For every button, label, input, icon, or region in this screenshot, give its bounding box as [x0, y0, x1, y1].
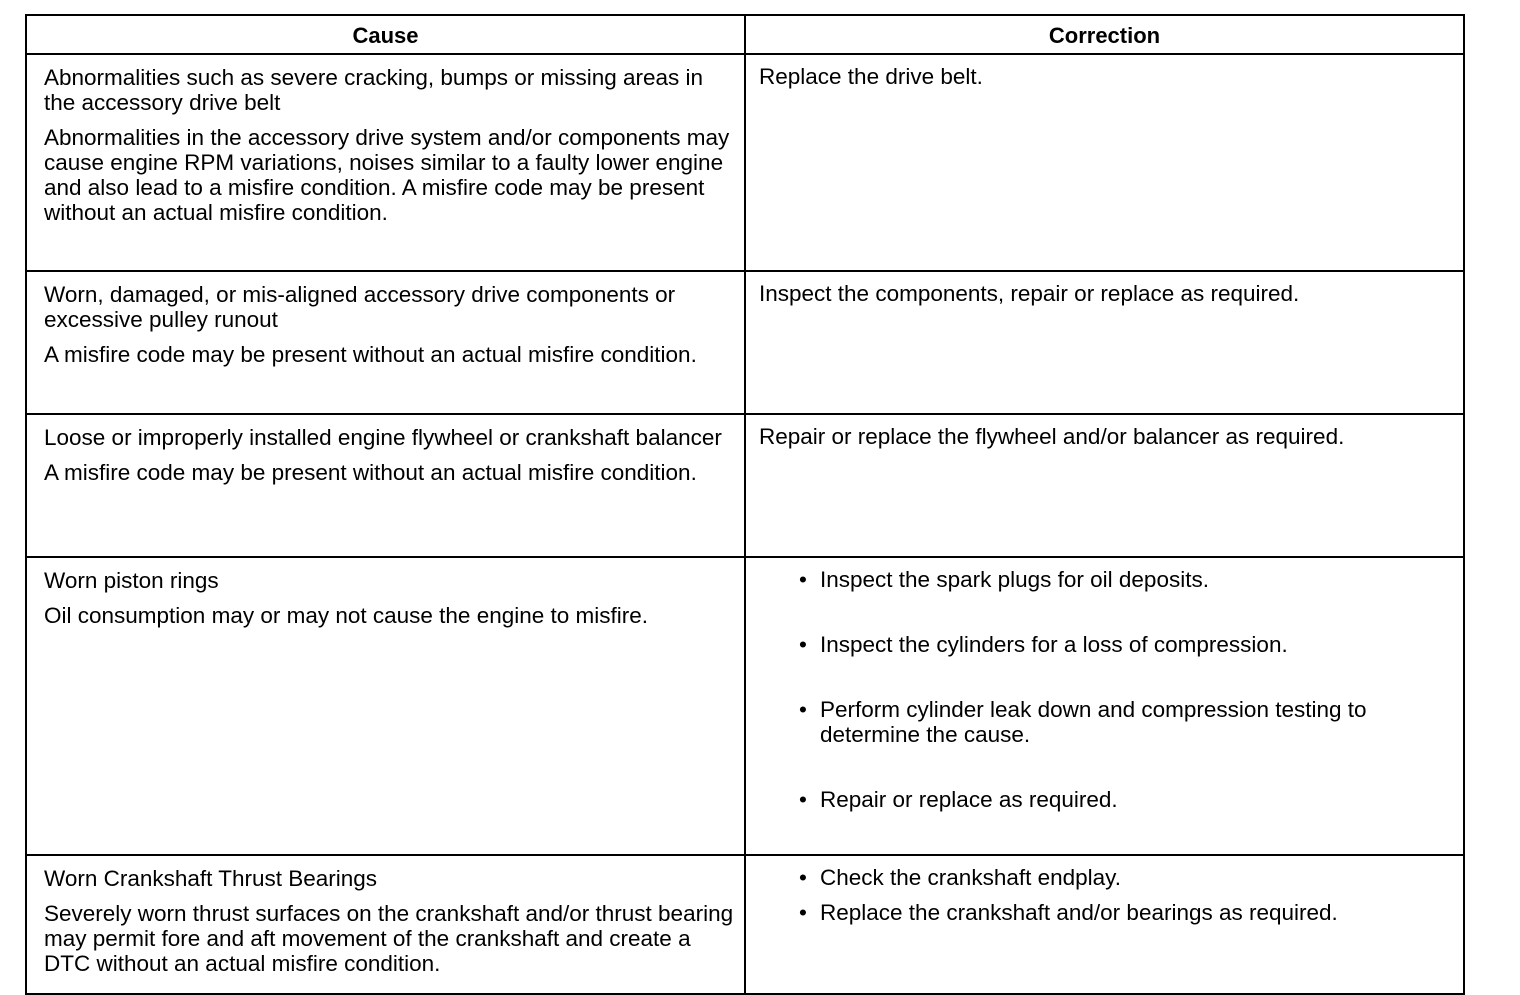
cause-title: Worn, damaged, or mis-aligned accessory drive components or excessive pulley runout	[44, 282, 676, 332]
cause-title: Worn Crankshaft Thrust Bearings	[44, 866, 378, 891]
cause-note: Severely worn thrust surfaces on the crankshaft and/or thrust bearing may permit fore and aft movement of the crankshaft and create a DTC without an actual misfire condition.	[44, 901, 734, 976]
correction-text: Inspect the components, repair or replace as required.	[759, 281, 1300, 306]
table-header-row	[26, 15, 1464, 54]
header-cause: Cause	[26, 15, 745, 54]
cause-cell	[26, 855, 745, 994]
cause-title: Loose or improperly installed engine flywheel or crankshaft balancer	[44, 425, 722, 450]
cause-note: A misfire code may be present without an actual misfire condition.	[44, 342, 697, 367]
correction-cell	[745, 855, 1464, 994]
correction-cell	[745, 54, 1464, 271]
cause-note: Abnormalities in the accessory drive system and/or components may cause engine RPM variations, noises similar to a faulty lower engine and also lead to a misfire condition. A misfire code may be present without an actual misfire condition.	[44, 125, 730, 225]
header-correction: Correction	[745, 15, 1464, 54]
cause-cell	[26, 271, 745, 414]
table-row	[26, 54, 1464, 271]
correction-text: Repair or replace the flywheel and/or balancer as required.	[759, 424, 1345, 449]
list-item: • Perform cylinder leak down and compression testing to determine the cause.	[799, 697, 1453, 747]
list-item: • Replace the crankshaft and/or bearings as required.	[799, 900, 1453, 925]
list-item: • Check the crankshaft endplay.	[799, 865, 1453, 890]
list-item: • Inspect the spark plugs for oil deposits.	[799, 567, 1453, 592]
correction-cell	[745, 271, 1464, 414]
correction-bullet-list	[759, 567, 1453, 812]
table-row	[26, 855, 1464, 994]
correction-cell	[745, 557, 1464, 855]
cause-cell	[26, 414, 745, 557]
correction-cell	[745, 414, 1464, 557]
cause-note: A misfire code may be present without an actual misfire condition.	[44, 460, 697, 485]
cause-correction-table	[25, 14, 1465, 995]
correction-text: Replace the drive belt.	[759, 64, 983, 89]
table-row	[26, 557, 1464, 855]
table-row	[26, 271, 1464, 414]
cause-cell	[26, 557, 745, 855]
list-item: • Inspect the cylinders for a loss of compression.	[799, 632, 1453, 657]
cause-title: Abnormalities such as severe cracking, bumps or missing areas in the accessory drive belt	[44, 65, 704, 115]
list-item: • Repair or replace as required.	[799, 787, 1453, 812]
cause-title: Worn piston rings	[44, 568, 219, 593]
table-row	[26, 414, 1464, 557]
cause-cell	[26, 54, 745, 271]
correction-bullet-list	[759, 865, 1453, 925]
cause-note: Oil consumption may or may not cause the engine to misfire.	[44, 603, 649, 628]
